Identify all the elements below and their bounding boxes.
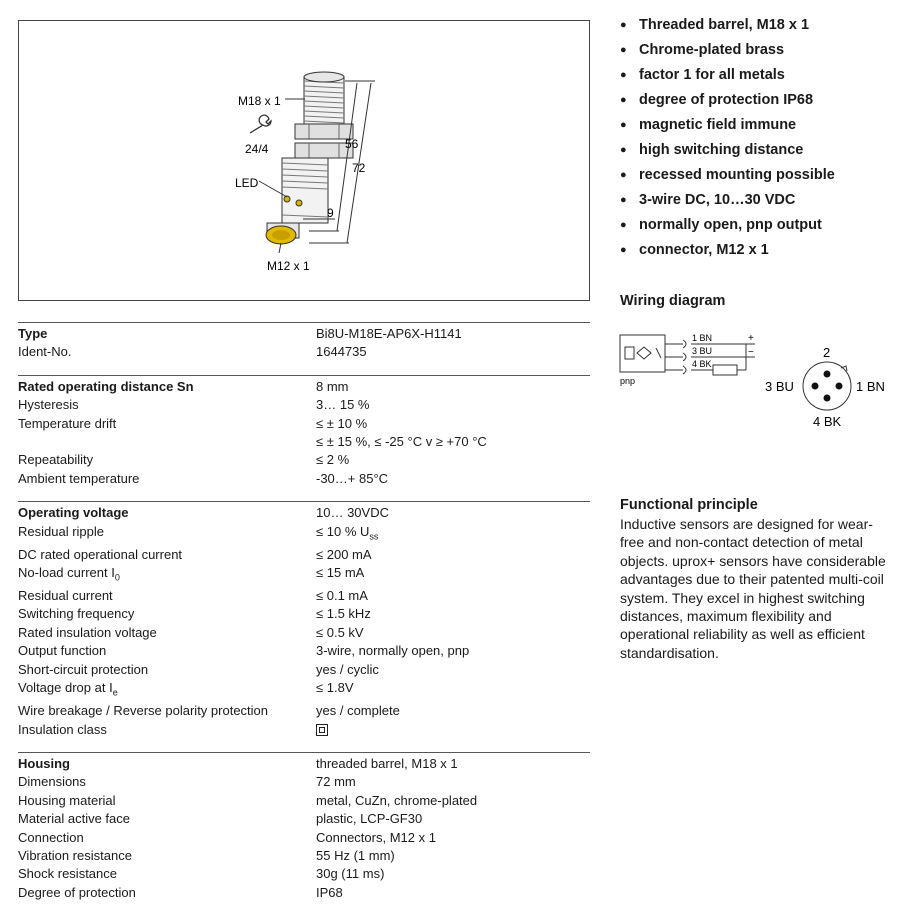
spec-row (18, 865, 590, 883)
spec-value: ≤ 2 % (316, 452, 350, 468)
spec-row (18, 773, 590, 791)
spec-label: Connection (18, 829, 84, 845)
spec-label: Type (18, 326, 48, 341)
wiring-diagram-title: Wiring diagram (620, 293, 726, 309)
spec-label: Operating voltage (18, 505, 129, 521)
spec-label: Vibration resistance (18, 847, 132, 863)
wiring-diagram (615, 330, 905, 440)
spec-value: metal, CuZn, chrome-plated (316, 792, 478, 808)
wire-3-label: 3 BU (692, 346, 713, 356)
spec-value: Connectors, M12 x 1 (316, 829, 436, 845)
spec-value: IP68 (316, 884, 343, 900)
spec-value: 72 mm (316, 774, 356, 790)
spec-row (18, 810, 590, 828)
spec-row (18, 343, 590, 361)
feature-item: ● magnetic field immune (620, 116, 835, 141)
feature-item: ● normally open, pnp output (620, 216, 835, 241)
double-insulation-icon (316, 724, 328, 736)
wrench-size-label: 24/4 (245, 142, 269, 156)
spec-row (18, 884, 590, 902)
plus-label: + (748, 333, 754, 344)
spec-row (18, 721, 590, 739)
feature-item: ● Threaded barrel, M18 x 1 (620, 16, 835, 41)
spec-row (18, 504, 590, 522)
spec-value: yes / complete (316, 703, 400, 719)
spec-value: ≤ 1.8V (316, 680, 354, 696)
dimension-9: 9 (327, 206, 334, 220)
spec-row (18, 702, 590, 720)
feature-item: ● factor 1 for all metals (620, 66, 835, 91)
connector-label: M12 x 1 (267, 259, 310, 273)
spec-label: Hysteresis (18, 397, 79, 413)
spec-label: Residual ripple (18, 523, 104, 539)
spec-value: ≤ 15 mA (316, 565, 365, 581)
wire-4-label: 4 BK (692, 359, 712, 369)
spec-label: Rated operating distance Sn (18, 378, 194, 394)
spec-value: 30g (11 ms) (316, 866, 385, 882)
pin-2-label: 2 (823, 345, 831, 360)
sensor-barrel-lower (282, 158, 328, 223)
feature-item: ● connector, M12 x 1 (620, 241, 835, 266)
spec-value: Bi8U-M18E-AP6X-H1141 (316, 326, 462, 341)
functional-principle-text: Inductive sensors are designed for wear-free and non-contact detection of metal objects. uprox+ sensors have considerable advantages due to their patented multi-coil system. They excel in highest switching distances, maximum flexibility and operational reliability as well as efficient standardisation. (620, 516, 886, 661)
minus-label: − (748, 347, 754, 358)
spec-value: yes / cyclic (316, 661, 379, 677)
spec-label: Rated insulation voltage (18, 624, 157, 640)
spec-value: ≤ 0.5 kV (316, 624, 364, 640)
spec-row (18, 792, 590, 810)
spec-value: ≤ 200 mA (316, 546, 372, 562)
spec-row (18, 415, 590, 433)
functional-principle-title: Functional principle (620, 497, 758, 513)
spec-value: -30…+ 85°C (316, 470, 389, 486)
spec-value: ≤ ± 10 % (316, 415, 368, 431)
spec-label: Housing (18, 755, 70, 771)
pin-1-label: 1 BN (856, 379, 885, 394)
spec-group-type (18, 322, 590, 362)
product-drawing (18, 20, 590, 301)
spec-value: ≤ 0.1 mA (316, 588, 368, 604)
pnp-label: pnp (620, 376, 636, 386)
spec-row (18, 470, 590, 488)
spec-value: threaded barrel, M18 x 1 (316, 755, 458, 771)
spec-row (18, 396, 590, 414)
led-label: LED (235, 176, 259, 190)
spec-row (18, 564, 590, 587)
spec-value: 3… 15 % (316, 397, 370, 413)
spec-row (18, 433, 590, 451)
sensor-barrel-upper (304, 72, 344, 127)
spec-label: Ident-No. (18, 344, 72, 360)
spec-label: Housing material (18, 792, 116, 808)
sensor-connector-face (266, 223, 299, 244)
spec-value: ≤ ± 15 %, ≤ -25 °C v ≥ +70 °C (316, 434, 487, 450)
feature-item: ● high switching distance (620, 141, 835, 166)
spec-label: Degree of protection (18, 884, 136, 900)
spec-value: 55 Hz (1 mm) (316, 847, 395, 863)
spec-label: Dimensions (18, 774, 86, 790)
spec-label: Wire breakage / Reverse polarity protection (18, 703, 269, 719)
spec-row (18, 624, 590, 642)
spec-label: Ambient temperature (18, 470, 140, 486)
spec-label: Insulation class (18, 721, 107, 737)
thread-label: M18 x 1 (238, 94, 281, 108)
spec-group-electrical (18, 501, 590, 739)
spec-label: Output function (18, 643, 107, 659)
spec-row (18, 829, 590, 847)
dimension-72: 72 (352, 161, 366, 175)
spec-row (18, 523, 590, 546)
spec-label: Material active face (18, 811, 130, 827)
sensor-drawing (19, 21, 591, 302)
feature-item: ● Chrome-plated brass (620, 41, 835, 66)
feature-list (620, 16, 835, 266)
spec-row (18, 661, 590, 679)
spec-row (18, 755, 590, 773)
spec-row (18, 546, 590, 564)
spec-row (18, 679, 590, 702)
spec-value: 8 mm (316, 378, 349, 394)
feature-item: ● degree of protection IP68 (620, 91, 835, 116)
spec-row (18, 642, 590, 660)
spec-label: Temperature drift (18, 415, 117, 431)
spec-value: 1644735 (316, 344, 367, 360)
spec-row (18, 325, 590, 343)
spec-table (18, 322, 590, 902)
spec-label: Short-circuit protection (18, 661, 149, 677)
spec-group-distance (18, 375, 590, 488)
feature-item: ● 3-wire DC, 10…30 VDC (620, 191, 835, 216)
spec-row (18, 378, 590, 396)
spec-value: 3-wire, normally open, pnp (316, 643, 470, 659)
pin-3-label: 3 BU (765, 379, 794, 394)
spec-label: Switching frequency (18, 606, 135, 622)
spec-value: ≤ 1.5 kHz (316, 606, 371, 622)
dimension-56: 56 (345, 137, 359, 151)
spec-group-mechanical (18, 752, 590, 902)
spec-row (18, 587, 590, 605)
spec-row (18, 605, 590, 623)
spec-value: plastic, LCP-GF30 (316, 811, 423, 827)
spec-value: 10… 30VDC (316, 505, 389, 521)
spec-value: ≤ 10 % $U_{ss}$ (316, 523, 379, 542)
feature-item: ● recessed mounting possible (620, 166, 835, 191)
spec-row (18, 847, 590, 865)
spec-label: Shock resistance (18, 866, 117, 882)
pin-4-label: 4 BK (813, 414, 842, 429)
spec-label: Repeatability (18, 452, 94, 468)
connector-pinout (803, 362, 851, 410)
spec-row (18, 451, 590, 469)
spec-label: DC rated operational current (18, 546, 183, 562)
wire-1-label: 1 BN (692, 333, 713, 343)
spec-label: Residual current (18, 588, 113, 604)
wrench-icon (250, 115, 271, 133)
spec-label: No-load current $I_0$ (18, 565, 120, 583)
spec-label: Voltage drop at $I_e$ (18, 680, 118, 698)
